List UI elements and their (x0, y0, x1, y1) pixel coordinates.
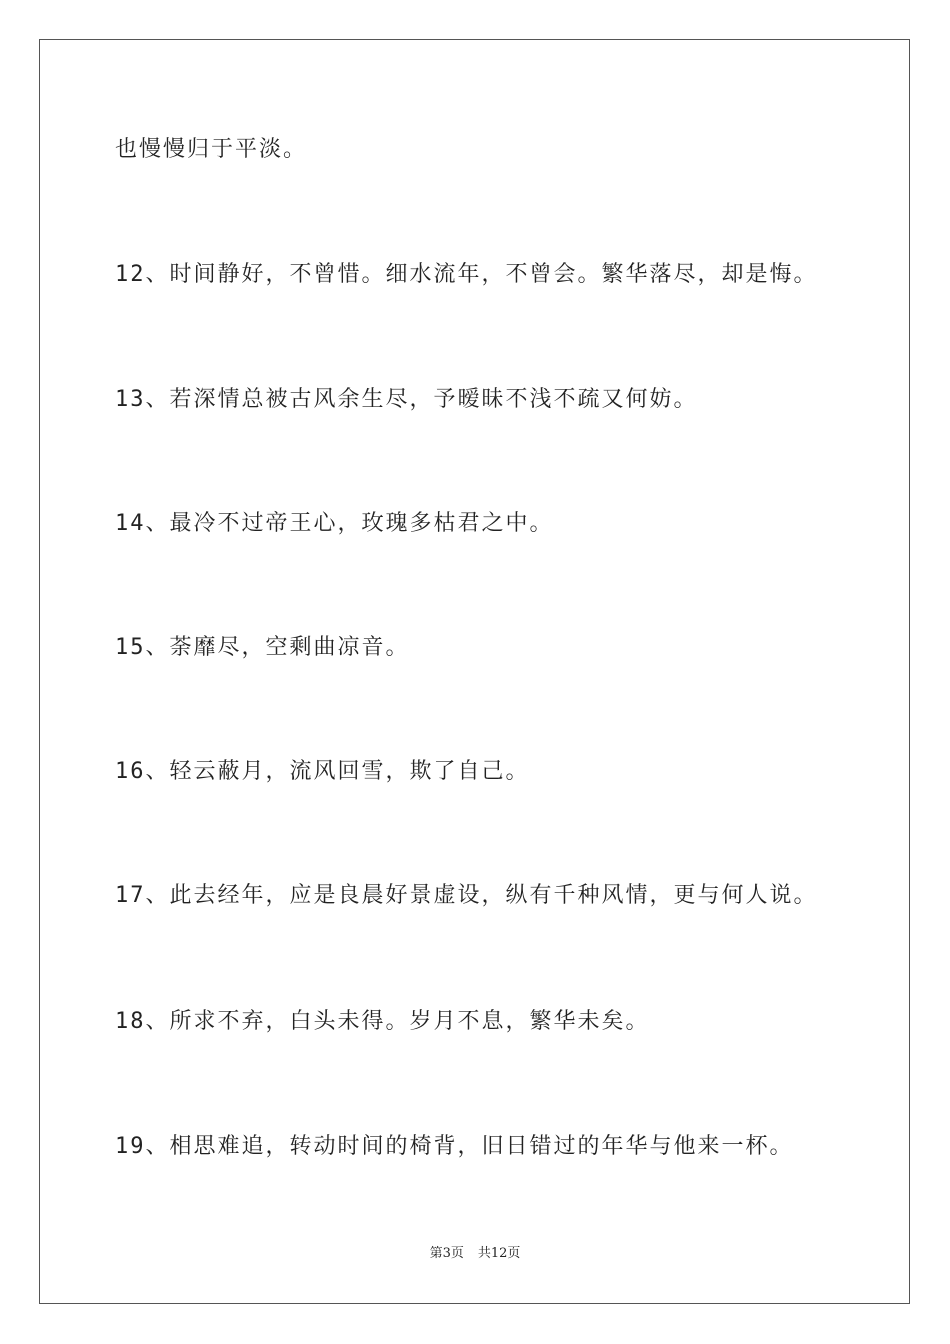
page-footer (0, 1246, 950, 1262)
text-line-12: 12、时间静好，不曾惜。细水流年，不曾会。繁华落尽，却是悔。 (115, 262, 818, 287)
text-line-15: 15、荼靡尽，空剩曲凉音。 (115, 635, 410, 660)
text-line-17: 17、此去经年，应是良晨好景虚设，纵有千种风情，更与何人说。 (115, 883, 818, 908)
page-frame (39, 39, 910, 1304)
page-total: 共12页 (477, 1246, 521, 1261)
text-line-16: 16、轻云蔽月，流风回雪，欺了自己。 (115, 759, 530, 784)
text-line-18: 18、所求不弃，白头未得。岁月不息，繁华未矣。 (115, 1009, 650, 1034)
text-line-19: 19、相思难追，转动时间的椅背，旧日错过的年华与他来一杯。 (115, 1134, 794, 1159)
text-line-13: 13、若深情总被古风余生尽，予暧昧不浅不疏又何妨。 (115, 387, 698, 412)
text-line-continuation: 也慢慢归于平淡。 (115, 137, 308, 162)
text-line-14: 14、最冷不过帝王心，玫瑰多枯君之中。 (115, 511, 554, 536)
page-number: 第3页 (429, 1246, 464, 1261)
